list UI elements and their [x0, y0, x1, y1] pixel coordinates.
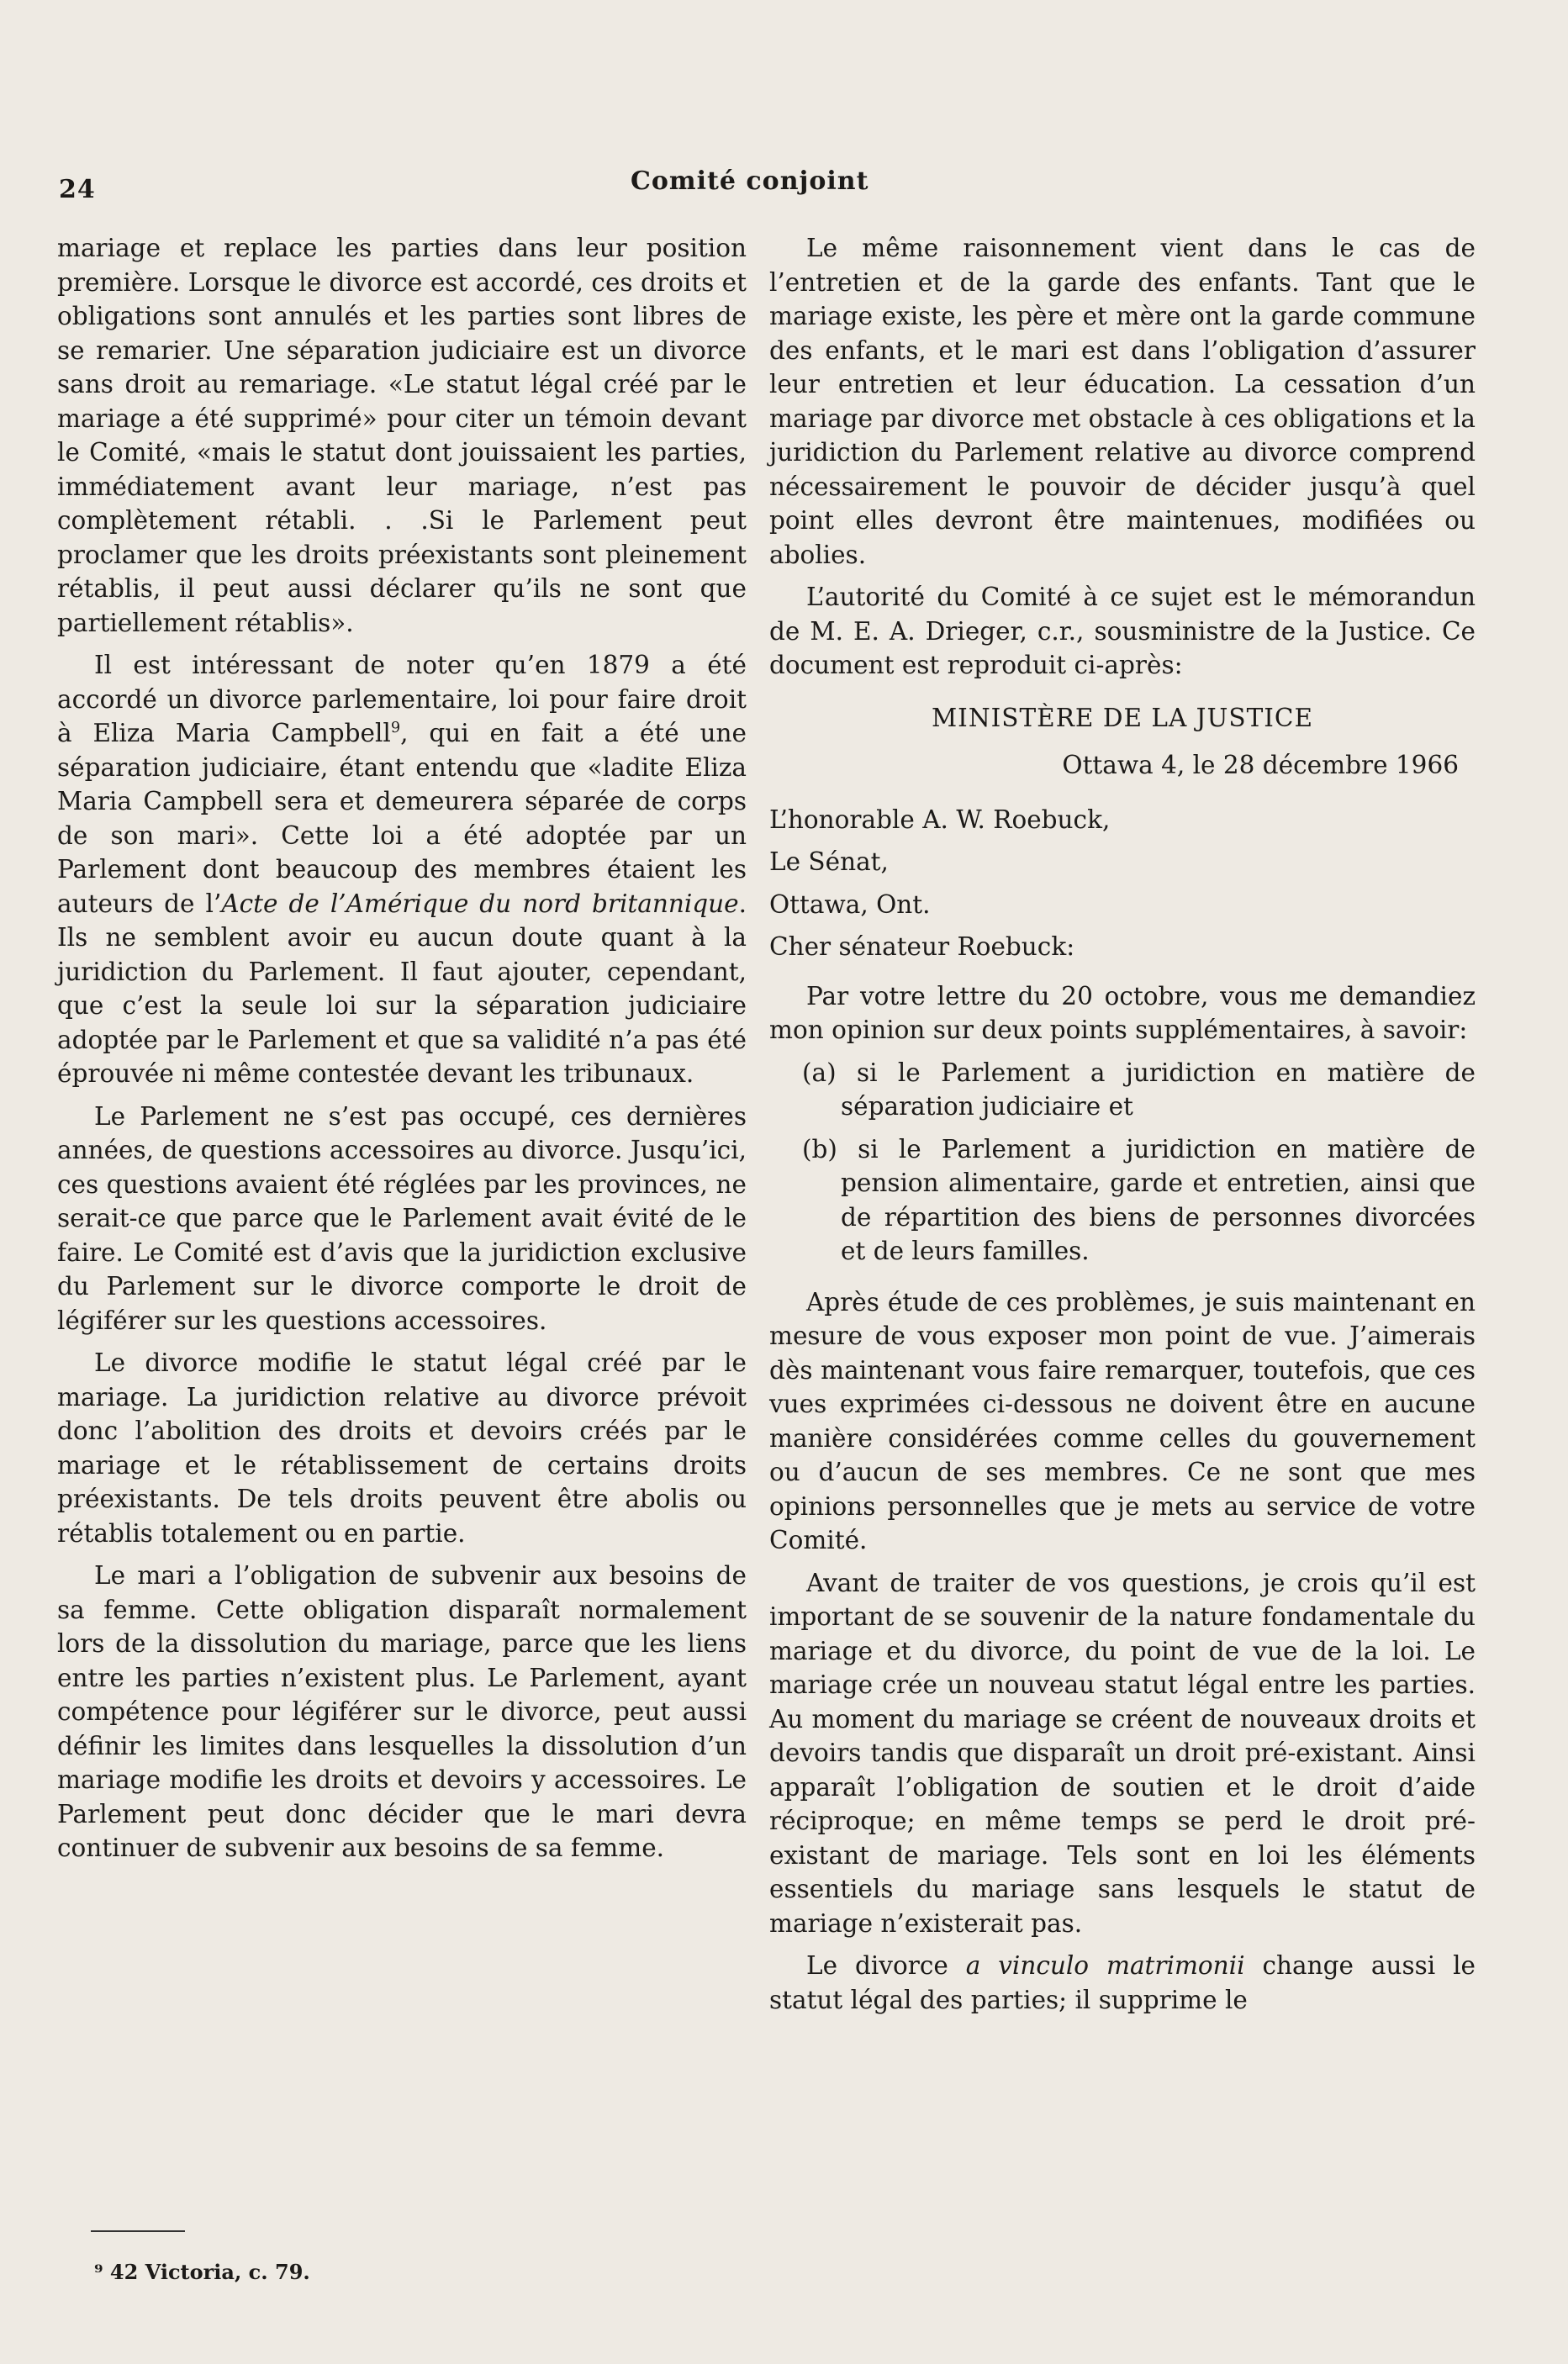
paragraph: Avant de traiter de vos questions, je crois qu’il est important de se souvenir de la nature fondamentale du mariage et du divorce, du point de vue de la loi. Le mariage crée un nouveau statut légal entre les parties. Au moment du mariage se créent de nouveaux droits et devoirs tandis que disparaît un droit pré-existant. Ainsi apparaît l’obligation de soutien et le droit d’aide réciproque; en même temps se perd le droit pré-existant de mariage. Tels sont en loi les éléments essentiels du mariage sans lesquels le statut de mariage n’existerait pas.	[769, 1568, 1476, 1938]
footnote-divider	[91, 2230, 185, 2232]
running-head: Comité conjoint	[631, 166, 869, 196]
address-name: L’honorable A. W. Roebuck,	[769, 805, 1111, 834]
paragraph: Le même raisonnement vient dans le cas de l’entretien et de la garde des enfants. Tant que le mariage existe, les père et mère ont la garde commune des enfants, et le mari est dans l’obligation d’assurer leur entretien et leur éducation. La cessation d’un mariage par divorce met obstacle à ces obligations et la juridiction du Parlement relative au divorce comprend nécessairement le pouvoir de décider jusqu’à quel point elles devront être maintenues, modifiées ou abolies.	[769, 234, 1476, 569]
page-header	[59, 166, 1488, 217]
paragraph: Par votre lettre du 20 octobre, vous me demandiez mon opinion sur deux points supplémentaires, à savoir:	[769, 981, 1476, 1044]
letter-date: Ottawa 4, le 28 décembre 1966	[1062, 751, 1459, 779]
list-item: (b) si le Parlement a juridiction en matière de pension alimentaire, garde et entretien, ainsi que de répartition des biens de personnes divorcées et de leurs familles.	[802, 1134, 1476, 1265]
italic-phrase: a vinculo matrimonii	[965, 1951, 1245, 1980]
footnote: ⁹ 42 Victoria, c. 79.	[94, 2260, 310, 2284]
left-column	[57, 231, 747, 1874]
paragraph: Le divorce modifie le statut légal créé par le mariage. La juridiction relative au divorce prévoit donc l’abolition des droits et devoirs créés par le mariage et le rétablissement de certains droits préexistants. De tels droits peuvent être abolis ou rétablis totalement ou en partie.	[57, 1348, 747, 1548]
paragraph: Il est intéressant de noter qu’en 1879 a été accordé un divorce parlementaire, loi pour faire droit à Eliza Maria Campbell$^9$, qui en fait a été une séparation judiciaire, étant entendu que «ladite Eliza Maria Campbell sera et demeurera séparée de corps de son mari». Cette loi a été adoptée par un Parlement dont beaucoup des membres étaient les auteurs de l’Acte de l’Amérique du nord britannique. Ils ne semblent avoir eu aucun doute quant à la juridiction du Parlement. Il faut ajouter, cependant, que c’est la seule loi sur la séparation judiciaire adoptée par le Parlement et que sa validité n’a pas été éprouvée ni même contestée devant les tribunaux.	[57, 651, 747, 1088]
address-org: Le Sénat,	[769, 847, 889, 876]
italic-title: Acte de l’Amérique du nord britannique	[221, 889, 739, 918]
page-number: 24	[59, 175, 96, 204]
paragraph: Le Parlement ne s’est pas occupé, ces dernières années, de questions accessoires au divorce. Jusqu’ici, ces questions avaient été réglées par les provinces, ne serait-ce que parce que le Parlement avait évité de le faire. Le Comité est d’avis que la juridiction exclusive du Parlement sur le divorce comporte le droit de légiférer sur les questions accessoires.	[57, 1101, 747, 1335]
list-item: (a) si le Parlement a juridiction en matière de séparation judiciaire et	[802, 1058, 1476, 1121]
paragraph: L’autorité du Comité à ce sujet est le mémorandun de M. E. A. Drieger, c.r., sousministre de la Justice. Ce document est reproduit ci-après:	[769, 583, 1476, 679]
paragraph: Après étude de ces problèmes, je suis maintenant en mesure de vous exposer mon point de vue. J’aimerais dès maintenant vous faire remarquer, toutefois, que ces vues exprimées ci-dessous ne doivent être en aucune manière considérées comme celles du gouvernement ou d’aucun de ses membres. Ce ne sont que mes opinions personnelles que je mets au service de votre Comité.	[769, 1287, 1476, 1554]
paragraph: mariage et replace les parties dans leur position première. Lorsque le divorce est accordé, ces droits et obligations sont annulés et les parties sont libres de se remarier. Une séparation judiciaire est un divorce sans droit au remariage. «Le statut légal créé par le mariage a été supprimé» pour citer un témoin devant le Comité, «mais le statut dont jouissaient les parties, immédiatement avant leur mariage, n’est pas complètement rétabli. . .Si le Parlement peut proclamer que les droits préexistants sont pleinement rétablis, il peut aussi déclarer qu’ils ne sont que partiellement rétablis».	[57, 234, 747, 637]
paragraph: Le mari a l’obligation de subvenir aux besoins de sa femme. Cette obligation disparaît normalement lors de la dissolution du mariage, parce que les liens entre les parties n’existent plus. Le Parlement, ayant compétence pour légiférer sur le divorce, peut aussi définir les limites dans lesquelles la dissolution d’un mariage modifie les droits et devoirs y accessoires. Le Parlement peut donc décider que le mari devra continuer de subvenir aux besoins de sa femme.	[57, 1561, 747, 1862]
footnote-reference: 9	[390, 720, 401, 737]
paragraph: Le divorce a vinculo matrimonii change aussi le statut légal des parties; il supprime le	[769, 1951, 1476, 2014]
right-column	[769, 231, 1476, 2025]
letter-heading: MINISTÈRE DE LA JUSTICE	[931, 703, 1314, 732]
salutation: Cher sénateur Roebuck:	[769, 932, 1075, 961]
address-city: Ottawa, Ont.	[769, 889, 931, 919]
